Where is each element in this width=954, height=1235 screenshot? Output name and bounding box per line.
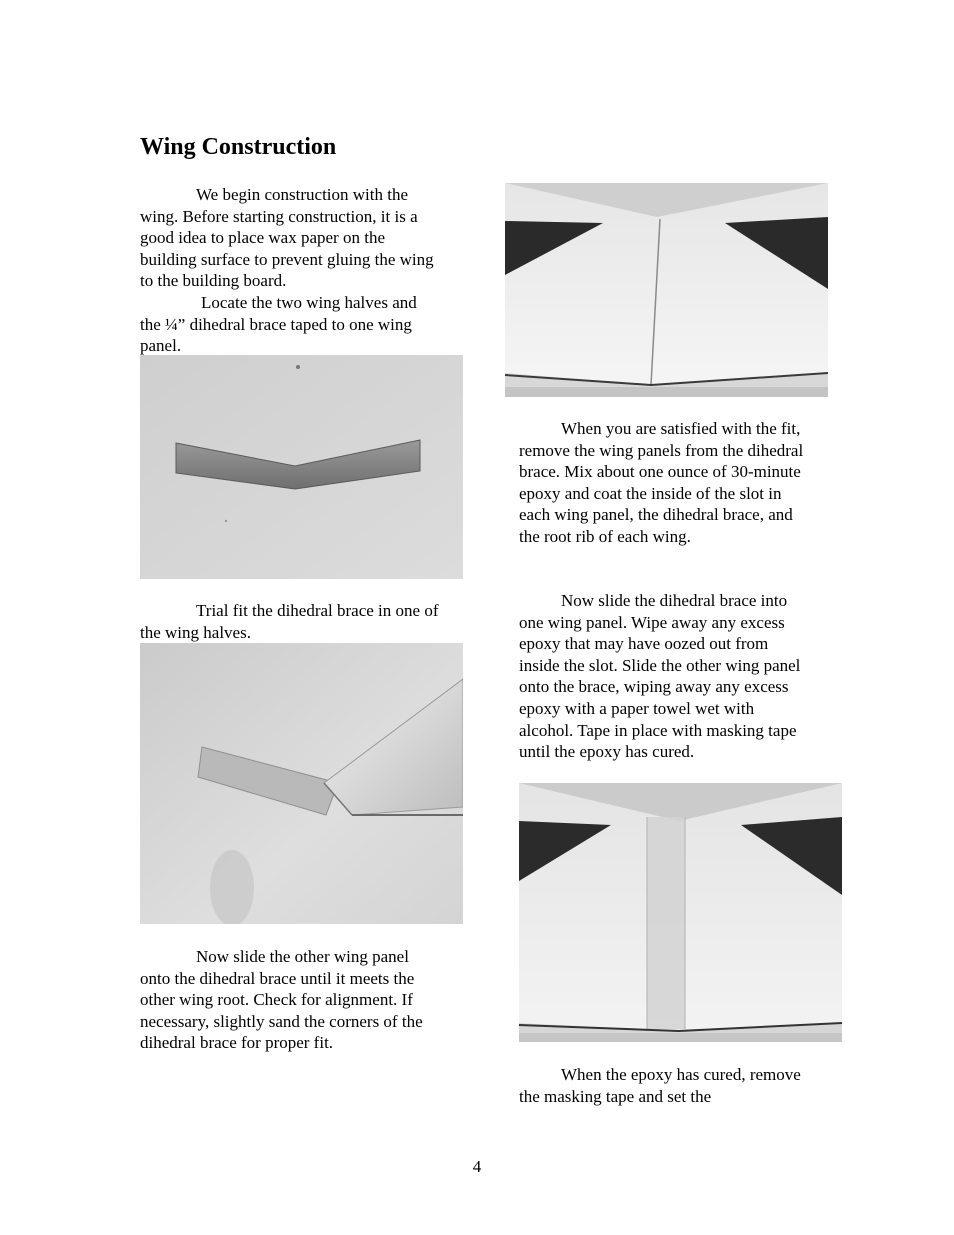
- slide-brace-paragraph: [519, 590, 809, 763]
- taped-wing-photo: [519, 783, 842, 1042]
- satisfied-fit-paragraph: [519, 418, 809, 548]
- wing-joint-photo: [505, 183, 828, 397]
- satisfied-fit-text: When you are satisfied with the fit, remove the wing panels from the dihedral brace. Mix about one ounce of 30-minute epoxy and coat the inside of the slot in each wing panel, the dihedral brace, and the root rib of each wing.: [519, 419, 804, 546]
- dihedral-brace-photo: [140, 355, 463, 579]
- intro-paragraph: [140, 184, 440, 292]
- slide-other-panel-text: Now slide the other wing panel onto the dihedral brace until it meets the other wing root. Check for alignment. If necessary, slightly sand the corners of the dihedral brace for proper fit.: [140, 947, 423, 1053]
- slide-other-panel-paragraph: [140, 946, 440, 1054]
- epoxy-cured-paragraph: [519, 1064, 809, 1107]
- page-number: 4: [472, 1157, 482, 1176]
- trial-fit-text: Trial fit the dihedral brace in one of the wing halves.: [140, 601, 439, 642]
- epoxy-cured-text: When the epoxy has cured, remove the masking tape and set the: [519, 1065, 801, 1106]
- trial-fit-paragraph: [140, 600, 440, 643]
- locate-text: Locate the two wing halves and the ¼” dihedral brace taped to one wing panel.: [140, 293, 417, 356]
- trial-fit-photo: [140, 643, 463, 924]
- locate-paragraph: [140, 292, 440, 357]
- page-title: Wing Construction: [140, 134, 337, 160]
- slide-brace-text: Now slide the dihedral brace into one wing panel. Wipe away any excess epoxy that may have oozed out from inside the slot. Slide the other wing panel onto the brace, wiping away any excess epoxy with a paper towel wet with alcohol. Tape in place with masking tape until the epoxy has cured.: [519, 591, 801, 762]
- intro-text: We begin construction with the wing. Before starting construction, it is a good idea to place wax paper on the building surface to prevent gluing the wing to the building board.: [140, 185, 434, 291]
